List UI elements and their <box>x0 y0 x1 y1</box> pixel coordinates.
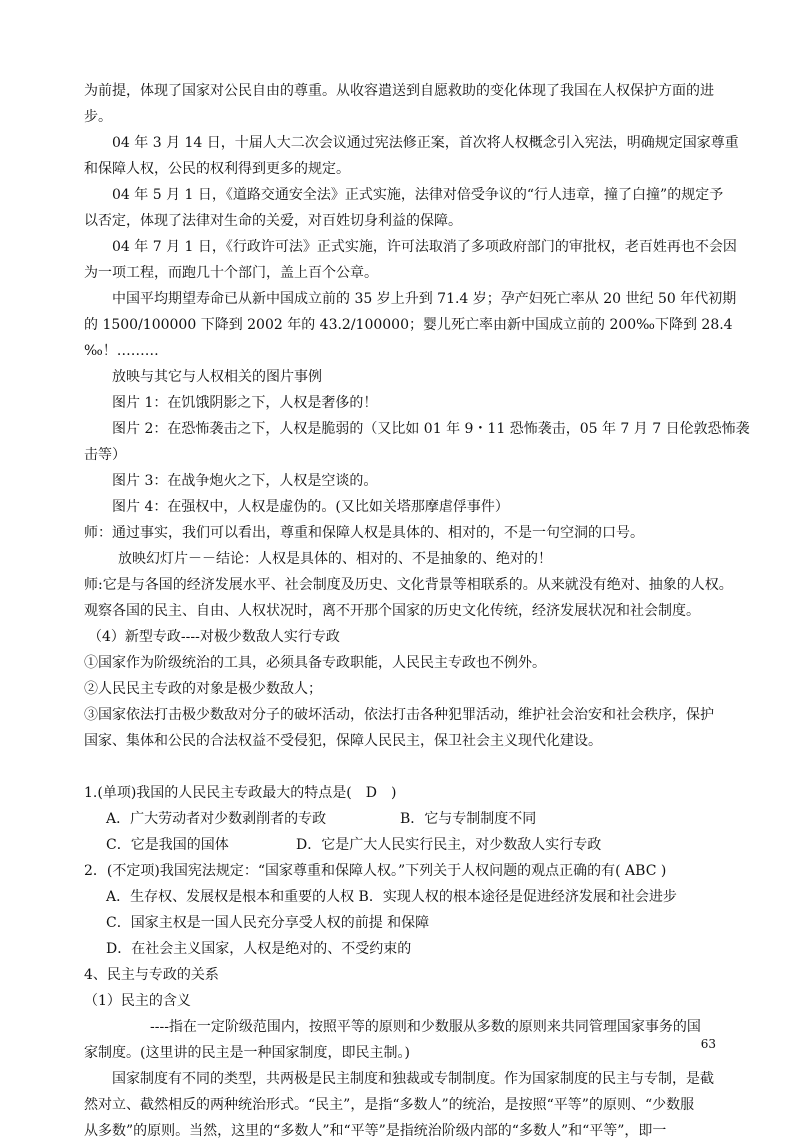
text-line: 国家、集体和公民的合法权益不受侵犯，保障人民民主，保卫社会主义现代化建设。 <box>84 733 602 749</box>
option-c: C．国家主权是一国人民充分享受人权的前提 和保障 <box>106 915 430 931</box>
option-a: A．广大劳动者对少数剥削者的专政 <box>106 811 327 827</box>
option-d: D．在社会主义国家，人权是绝对的、不受约束的 <box>106 941 412 957</box>
option-d: D．它是广大人民实行民主，对少数敌人实行专政 <box>296 837 602 853</box>
question-2: 2．(不定项)我国宪法规定：“国家尊重和保障人权。”下列关于人权问题的观点正确的有( ABC ) <box>84 863 667 879</box>
text-line: 04 年 7 月 1 日，《行政许可法》正式实施，许可法取消了多项政府部门的审批权，老百姓再也不会因 <box>112 239 737 255</box>
text-line: 从多数”的原则。当然，这里的“多数人”和“平等”是指统治阶级内部的“多数人”和“平等”，即一 <box>84 1123 667 1139</box>
text-line: ②人民民主专政的对象是极少数敌人； <box>84 681 322 697</box>
text-line: 击等） <box>84 447 126 463</box>
option-b: B．它与专制制度不同 <box>400 811 537 827</box>
section-heading: （4）新型专政----对极少数敌人实行专政 <box>88 629 340 645</box>
page-number: 63 <box>700 1037 716 1051</box>
text-line: 图片 1：在饥饿阴影之下，人权是奢侈的！ <box>112 395 378 411</box>
text-line: 放映与其它与人权相关的图片事例 <box>112 369 322 385</box>
text-line: ①国家作为阶级统治的工具，必须具备专政职能，人民民主专政也不例外。 <box>84 655 546 671</box>
text-line: 04 年 5 月 1 日，《道路交通安全法》正式实施，法律对倍受争议的“行人违章，撞了白撞”的规定予 <box>112 187 724 203</box>
text-line: 中国平均期望寿命已从新中国成立前的 35 岁上升到 71.4 岁；孕产妇死亡率从 20 世纪 50 年代初期 <box>112 291 737 307</box>
option-c: C．它是我国的国体 <box>106 837 229 853</box>
text-line: ③国家依法打击极少数敌对分子的破坏活动，依法打击各种犯罪活动，维护社会治安和社会秩序，保护 <box>84 707 714 723</box>
text-line: 为一项工程，而跑几十个部门，盖上百个公章。 <box>84 265 378 281</box>
option-a-b: A．生存权、发展权是根本和重要的人权 B．实现人权的根本途径是促进经济发展和社会进步 <box>106 889 677 905</box>
text-line: ‰！……… <box>84 343 159 359</box>
text-line: 国家制度有不同的类型，共两极是民主制度和独裁或专制制度。作为国家制度的民主与专制，是截 <box>112 1071 714 1087</box>
text-line: 的 1500/100000 下降到 2002 年的 43.2/100000；婴儿死亡率由新中国成立前的 200‰下降到 28.4 <box>84 317 733 333</box>
text-line: 以否定，体现了法律对生命的关爱，对百姓切身利益的保障。 <box>84 213 462 229</box>
text-line: 师:它是与各国的经济发展水平、社会制度及历史、文化背景等相联系的。从来就没有绝对、抽象的人权。 <box>84 577 733 593</box>
question-1: 1.(单项)我国的人民民主专政最大的特点是( D ) <box>84 785 397 801</box>
text-line: 步。 <box>84 109 112 125</box>
text-line: 为前提，体现了国家对公民自由的尊重。从收容遣送到自愿救助的变化体现了我国在人权保护方面的进 <box>84 83 714 99</box>
subsection-heading: （1）民主的含义 <box>84 993 191 1009</box>
text-line: 放映幻灯片－－结论：人权是具体的、相对的、不是抽象的、绝对的！ <box>118 551 552 567</box>
text-line: 图片 2：在恐怖袭击之下，人权是脆弱的（又比如 01 年 9・11 恐怖袭击，05 年 7 月 7 日伦敦恐怖袭 <box>112 421 750 437</box>
text-line: 师：通过事实，我们可以看出，尊重和保障人权是具体的、相对的，不是一句空洞的口号。 <box>84 525 644 541</box>
text-line: 观察各国的民主、自由、人权状况时，离不开那个国家的历史文化传统，经济发展状况和社会制度。 <box>84 603 700 619</box>
text-line: 和保障人权，公民的权利得到更多的规定。 <box>84 161 350 177</box>
text-line: 图片 4：在强权中，人权是虚伪的。(又比如关塔那摩虐俘事件） <box>112 499 509 515</box>
text-line: ----指在一定阶级范围内，按照平等的原则和少数服从多数的原则来共同管理国家事务的国 <box>150 1019 701 1035</box>
text-line: 图片 3：在战争炮火之下，人权是空谈的。 <box>112 473 378 489</box>
section-heading: 4、民主与专政的关系 <box>84 967 219 983</box>
text-line: 然对立、截然相反的两种统治形式。“民主”，是指“多数人”的统治，是按照“平等”的原则、“少数服 <box>84 1097 695 1113</box>
text-line: 家制度。(这里讲的民主是一种国家制度，即民主制。) <box>84 1045 410 1061</box>
text-line: 04 年 3 月 14 日，十届人大二次会议通过宪法修正案，首次将人权概念引入宪法，明确规定国家尊重 <box>112 135 739 151</box>
